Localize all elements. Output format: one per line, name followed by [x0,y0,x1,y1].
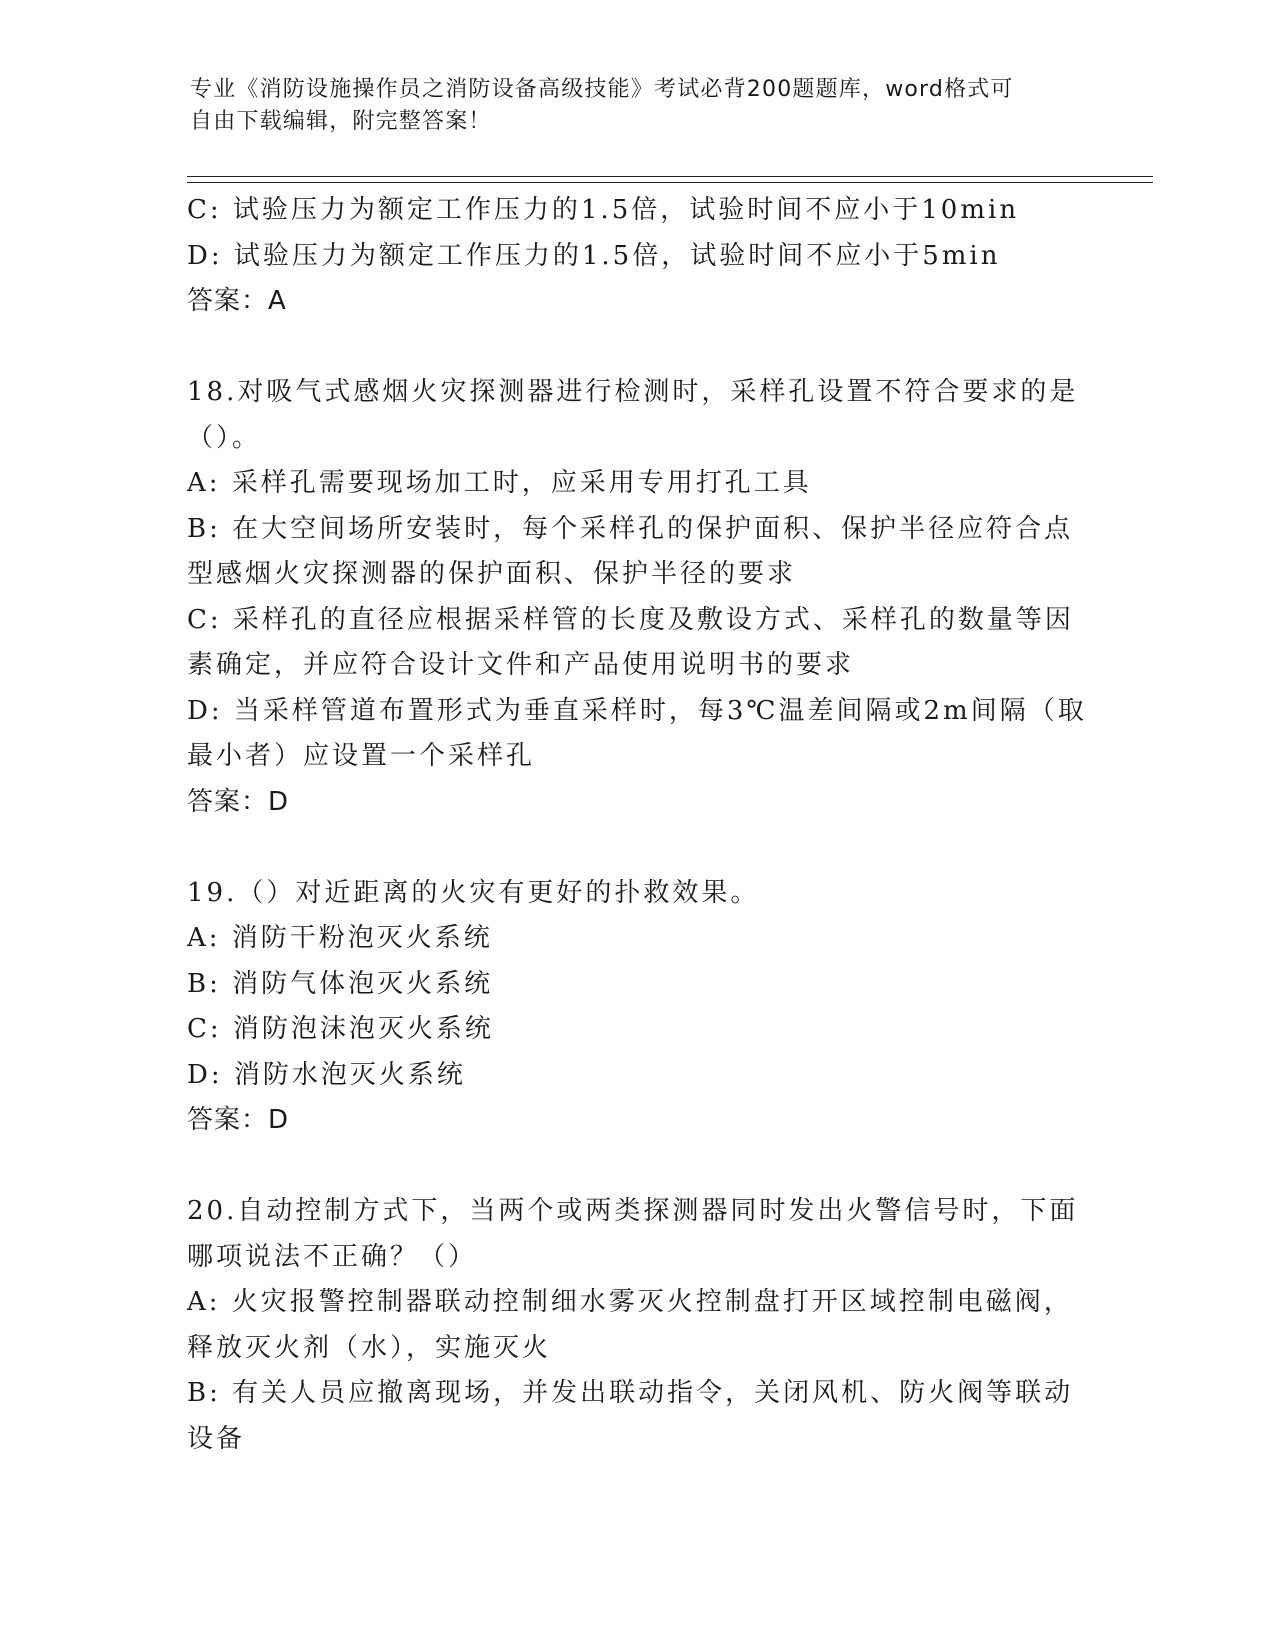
option-line: D: 当采样管道布置形式为垂直采样时，每3℃温差间隔或2m间隔（取 [187,695,1087,726]
header-line-1: 专业《消防设施操作员之消防设备高级技能》考试必背200题题库，word格式可 [190,77,1014,102]
question-stem-line: （）。 [187,422,262,453]
question-spacer [187,825,1087,871]
option-line: A: 消防干粉泡灭火系统 [187,923,493,953]
header-divider-bottom [187,182,1153,183]
option-line: B: 有关人员应撤离现场，并发出联动指令，关闭风机、防火阀等联动 [187,1378,1074,1408]
option-line: B: 在大空间场所安装时，每个采样孔的保护面积、保护半径应符合点 [187,513,1074,544]
question-stem-line: 20.自动控制方式下，当两个或两类探测器同时发出火警信号时，下面 [187,1196,1079,1226]
option-line: D: 消防水泡灭火系统 [187,1059,466,1090]
answer-line: 答案：D [187,1105,290,1135]
question-body [187,188,1087,1462]
question-stem-line: 哪项说法不正确？（） [187,1241,478,1272]
option-line: A: 采样孔需要现场加工时，应采用专用打孔工具 [187,468,812,498]
option-line: C: 采样孔的直径应根据采样管的长度及敷设方式、采样孔的数量等因 [187,604,1074,635]
question-spacer [187,1144,1087,1190]
option-line: D: 试验压力为额定工作压力的1.5倍，试验时间不应小于5min [187,240,1001,271]
option-line: A: 火灾报警控制器联动控制细水雾灭火控制盘打开区域控制电磁阀， [187,1287,1073,1317]
answer-line: 答案：D [187,786,290,817]
option-line: 型感烟火灾探测器的保护面积、保护半径的要求 [187,559,797,589]
question-stem-line: 19.（）对近距离的火灾有更好的扑救效果。 [187,877,760,908]
question-stem-line: 18.对吸气式感烟火灾探测器进行检测时，采样孔设置不符合要求的是 [187,377,1079,407]
option-line: 设备 [187,1423,246,1454]
answer-line: 答案：A [187,286,287,316]
header-divider-top [187,176,1153,177]
option-line: 最小者）应设置一个采样孔 [187,741,536,771]
document-header [190,74,1070,138]
option-line: 素确定，并应符合设计文件和产品使用说明书的要求 [187,650,855,680]
header-line-2: 自由下载编辑，附完整答案！ [190,109,492,134]
option-line: 释放灭火剂（水），实施灭火 [187,1332,552,1363]
option-line: C: 试验压力为额定工作压力的1.5倍，试验时间不应小于10min [187,195,1020,225]
question-spacer [187,325,1087,371]
option-line: B: 消防气体泡灭火系统 [187,968,494,999]
option-line: C: 消防泡沫泡灭火系统 [187,1014,494,1044]
